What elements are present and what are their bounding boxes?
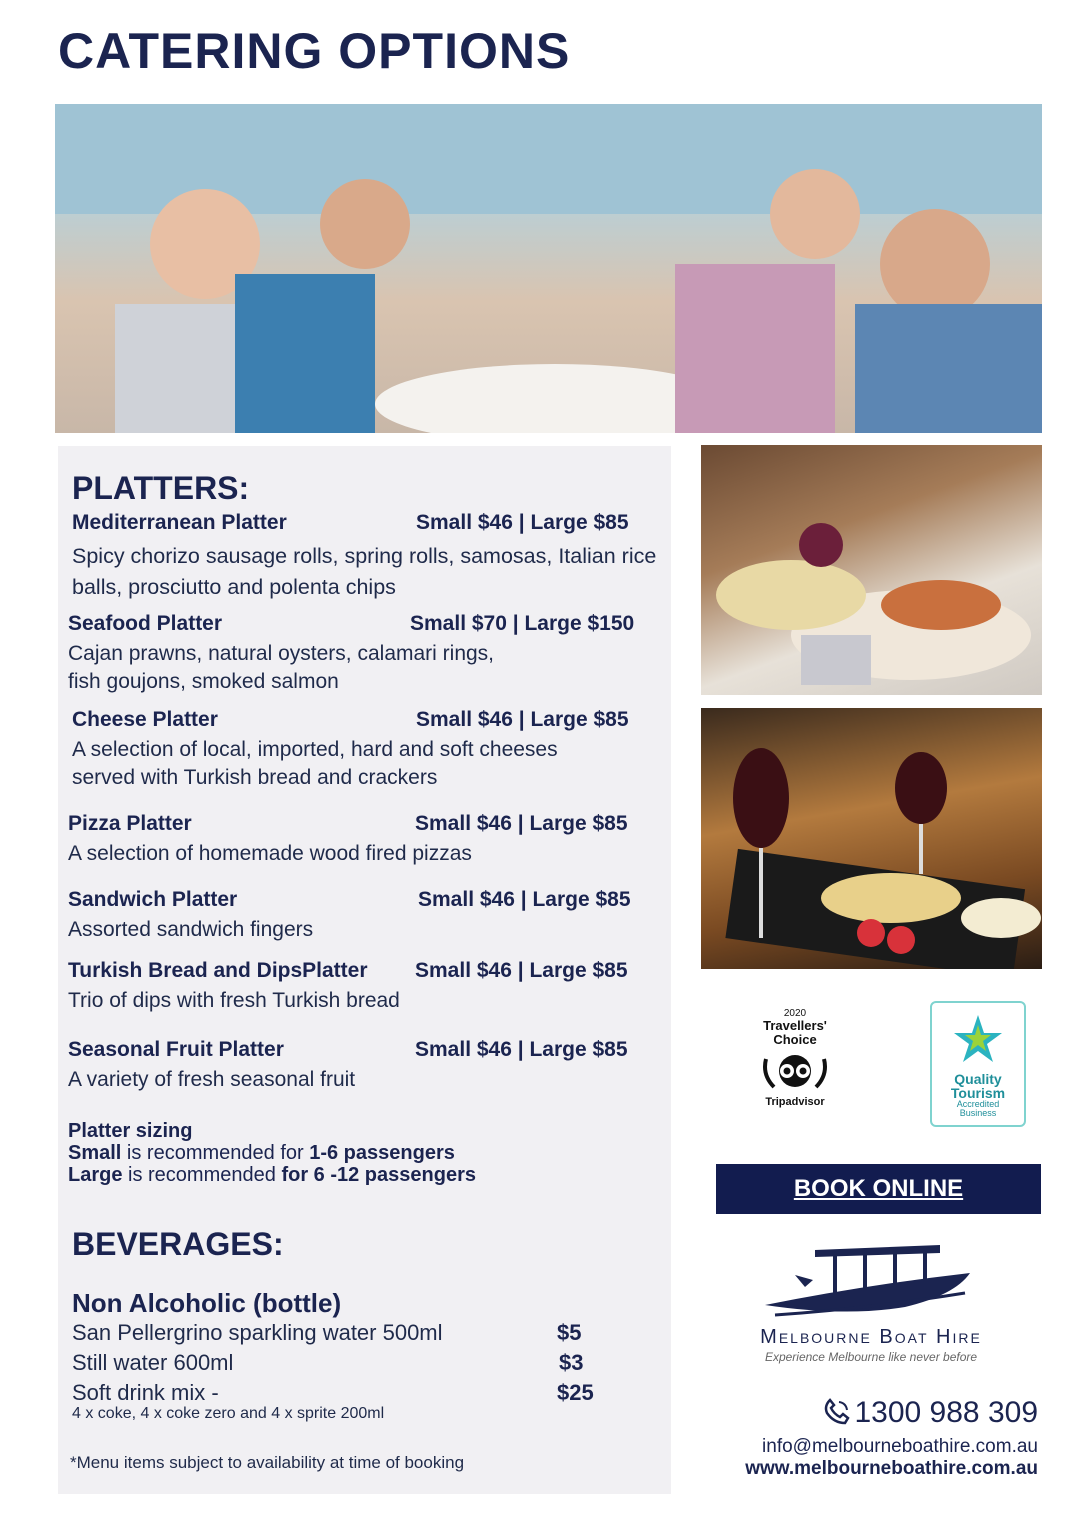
book-online-button[interactable]: BOOK ONLINE	[716, 1164, 1041, 1214]
phone-text: 1300 988 309	[854, 1396, 1038, 1429]
platter-description: Trio of dips with fresh Turkish bread	[68, 989, 400, 1012]
badge-brand: Tripadvisor	[765, 1096, 825, 1108]
platter-photo	[701, 445, 1042, 695]
phone-number[interactable]	[822, 1396, 1038, 1430]
sizing-heading: Platter sizing	[68, 1120, 193, 1142]
platter-name: Turkish Bread and DipsPlatter	[68, 959, 368, 982]
badge-business: Business	[959, 1108, 997, 1118]
sizing-small-range: 1-6 passengers	[309, 1142, 455, 1164]
beverage-note: 4 x coke, 4 x coke zero and 4 x sprite 200ml	[72, 1405, 385, 1422]
platter-price: Small $46 | Large $85	[416, 708, 629, 731]
badge-year: 2020	[783, 1008, 807, 1019]
phone-icon	[822, 1397, 852, 1427]
beverage-name: Still water 600ml	[72, 1350, 234, 1375]
badge-line1: Travellers'	[763, 1018, 827, 1033]
platter-price: Small $46 | Large $85	[415, 1038, 628, 1061]
platter-description: Cajan prawns, natural oysters, calamari rings,	[68, 642, 495, 665]
beverage-price: $3	[559, 1350, 584, 1375]
badge-quality: Quality	[954, 1071, 1002, 1087]
sizing-large-text: is recommended	[122, 1164, 282, 1186]
star-icon	[950, 1011, 1006, 1067]
platter-description: fish goujons, smoked salmon	[68, 670, 339, 693]
platter-sizing	[68, 1120, 476, 1186]
platter-description: Assorted sandwich fingers	[68, 918, 314, 941]
email-link[interactable]: info@melbourneboathire.com.au	[762, 1436, 1038, 1457]
platter-name: Seasonal Fruit Platter	[68, 1038, 284, 1061]
platter-price: Small $46 | Large $85	[416, 511, 629, 534]
platter-description: served with Turkish bread and crackers	[72, 766, 438, 789]
beverages-subheading: Non Alcoholic (bottle)	[72, 1288, 342, 1318]
platter-name: Cheese Platter	[72, 708, 218, 731]
boat-logo-icon	[755, 1235, 975, 1330]
platter-description: A variety of fresh seasonal fruit	[68, 1068, 356, 1091]
beverage-price: $25	[557, 1380, 594, 1405]
platter-price: Small $46 | Large $85	[415, 959, 628, 982]
footnote: *Menu items subject to availability at time of booking	[70, 1453, 465, 1472]
platter-name: Mediterranean Platter	[72, 511, 287, 534]
website-link[interactable]: www.melbourneboathire.com.au	[745, 1458, 1038, 1479]
company-tagline: Experience Melbourne like never before	[764, 1350, 978, 1364]
badge-tourism: Tourism	[950, 1085, 1006, 1101]
sizing-large-word: Large	[68, 1164, 123, 1186]
platter-name: Sandwich Platter	[68, 888, 238, 911]
page-title: CATERING OPTIONS	[58, 23, 571, 79]
beverage-name: Soft drink mix -	[72, 1380, 219, 1405]
platter-price: Small $70 | Large $150	[410, 612, 635, 635]
sizing-large-range: for 6 -12 passengers	[281, 1164, 476, 1186]
platter-description: A selection of homemade wood fired pizzas	[68, 842, 472, 865]
badge-line2: Choice	[773, 1032, 817, 1047]
company-name: Melbourne Boat Hire	[760, 1326, 982, 1348]
wine-photo	[701, 708, 1042, 969]
beverage-price: $5	[557, 1320, 582, 1345]
platter-name: Pizza Platter	[68, 812, 192, 835]
beverages-heading: BEVERAGES:	[72, 1226, 284, 1262]
hero-photo	[55, 104, 1042, 433]
platter-price: Small $46 | Large $85	[418, 888, 631, 911]
owl-icon	[760, 1051, 830, 1091]
platter-description: Spicy chorizo sausage rolls, spring rolls, samosas, Italian rice balls, prosciutto and polenta chips	[72, 544, 657, 599]
sizing-small-word: Small	[68, 1142, 122, 1164]
quality-tourism-badge	[930, 1001, 1026, 1127]
platters-heading: PLATTERS:	[72, 470, 250, 506]
platter-price: Small $46 | Large $85	[415, 812, 628, 835]
tripadvisor-badge	[745, 1008, 845, 1120]
beverage-name: San Pellergrino sparkling water 500ml	[72, 1320, 443, 1345]
platter-description: A selection of local, imported, hard and soft cheeses	[72, 738, 558, 761]
sizing-small-text: is recommended for	[121, 1142, 310, 1164]
badge-accredited: Accredited	[956, 1099, 1000, 1109]
platter-name: Seafood Platter	[68, 612, 223, 635]
